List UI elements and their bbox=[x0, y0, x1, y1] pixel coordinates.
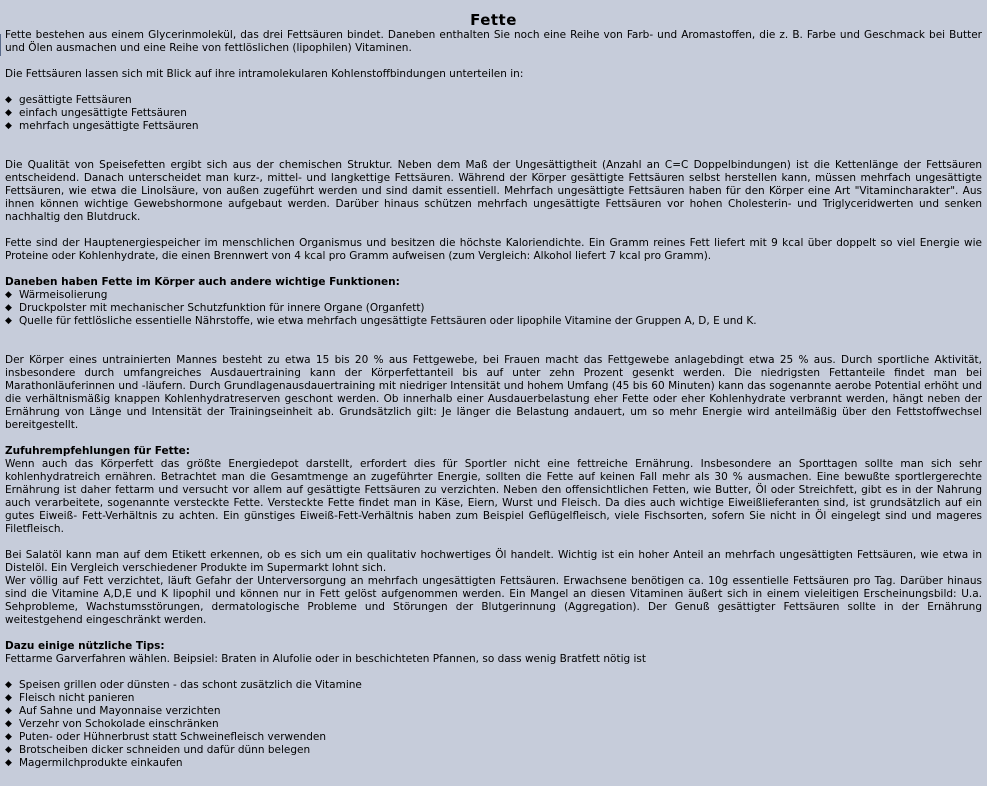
deficiency-paragraph: Wer völlig auf Fett verzichtet, läuft Gefahr der Unterversorgung an mehrfach ungesättigten Fettsäuren. Erwachsene benötigen ca. 10g essentielle Fettsäuren pro Tag. Darüber hinaus sind die Vitamine A,D,E und K lipophil und können nur in Fett gelöst aufgenommen werden. Ein Mangel an diesen Vitaminen äußert sich in einem vieleitigen Erscheinungsbild: U.a. Sehprobleme, Wachstumsstörungen, dermatologische Probleme und Störungen der Blutgerinnung (Aggregation). Der Genuß gesättigter Fettsäuren sollte in der Ernährung weitestgehend eingeschränkt werden. bbox=[5, 575, 982, 626]
list-item: ◆ Verzehr von Schokolade einschränken bbox=[5, 718, 982, 731]
list-item: ◆ einfach ungesättigte Fettsäuren bbox=[5, 107, 982, 120]
tips-heading: Dazu einige nützliche Tips: bbox=[5, 640, 165, 652]
tips-list bbox=[5, 679, 982, 770]
list-item: ◆ gesättigte Fettsäuren bbox=[5, 94, 982, 107]
fatty-acid-list bbox=[5, 94, 982, 133]
list-item: ◆ Wärmeisolierung bbox=[5, 289, 982, 302]
list-item: ◆ Speisen grillen oder dünsten - das schont zusätzlich die Vitamine bbox=[5, 679, 982, 692]
functions-heading: Daneben haben Fette im Körper auch andere wichtige Funktionen: bbox=[5, 276, 400, 288]
intro-paragraph: Die Fettsäuren lassen sich mit Blick auf ihre intramolekularen Kohlenstoffbindungen unterteilen in: bbox=[5, 68, 524, 80]
list-item: ◆ Fleisch nicht panieren bbox=[5, 692, 982, 705]
intro-paragraph: Fette bestehen aus einem Glycerinmolekül, das drei Fettsäuren bindet. Daneben enthalten Sie noch eine Reihe von Farb- und Aromastoffen, die z. B. Farbe und Geschmack bei Butter und Ölen ausmachen und eine Reihe von fettlöslichen (lipophilen) Vitaminen. bbox=[5, 29, 982, 54]
list-item: ◆ mehrfach ungesättigte Fettsäuren bbox=[5, 120, 982, 133]
recommendations-paragraph: Wenn auch das Körperfett das größte Energiedepot darstellt, erfordert dies für Sportler nicht eine fettreiche Ernährung. Insbesondere an Sporttagen sollte man sich sehr kohlenhydratreich ernähren. Betrachtet man die Gesamtmenge an zugeführter Energie, sollten die Fette auf keinen Fall mehr als 30 % ausmachen. Eine bewußte sportlergerechte Ernährung ist daher fettarm und versucht vor allem auf gesättigte Fettsäuren zu verzichten. Neben den offensichtlichen Fetten, wie Butter, Öl oder Streichfett, gibt es in der Nahrung auch verarbeitete, sogenannte versteckte Fette. Versteckte Fette findet man in Käse, Eiern, Wurst und Fleisch. Da dies auch wichtige Eiweißlieferanten sind, ist grundsätzlich auf ein gutes Eiweiß- Fett-Verhältnis zu achten. Ein günstiges Eiweiß-Fett-Verhältnis haben zum Beispiel Geflügelfleisch, viele Fischsorten, sofern Sie nicht in Öl eingelegt sind und mageres Filetfleisch. bbox=[5, 458, 982, 535]
body-fat-paragraph: Der Körper eines untrainierten Mannes besteht zu etwa 15 bis 20 % aus Fettgewebe, bei Frauen macht das Fettgewebe anlagebdingt etwa 25 % aus. Durch sportliche Aktivität, insbesondere durch umfangreiches Ausdauertraining kann der Körperfettanteil bis auf unter zehn Prozent gesenkt werden. Die niedrigsten Fettanteile findet man bei Marathonläuferinnen und -läufern. Durch Grundlagenausdauertraining mit niedriger Intensität und hohem Umfang (45 bis 60 Minuten) kann das sogenannte aerobe Potential erhöht und die verhältnismäßig knappen Kohlenhydratreserven geschont werden. Ob innerhalb einer Ausdauerbelastung eher Fette oder eher Kohlenhydrate verbrannt werden, hängt neben der Ernährung von Länge und Intensität der Trainingseinheit ab. Grundsätzlich gilt: Je länger die Belastung andauert, um so mehr Energie wird anteilmäßig über den Fettstoffwechsel bereitgestellt. bbox=[5, 354, 982, 431]
functions-list bbox=[5, 289, 982, 328]
list-item: ◆ Auf Sahne und Mayonnaise verzichten bbox=[5, 705, 982, 718]
tips-intro: Fettarme Garverfahren wählen. Beipsiel: Braten in Alufolie oder in beschichteten Pfannen, so dass wenig Bratfett nötig ist bbox=[5, 653, 647, 665]
list-item: ◆ Druckpolster mit mechanischer Schutzfunktion für innere Organe (Organfett) bbox=[5, 302, 982, 315]
list-item: ◆ Quelle für fettlösliche essentielle Nährstoffe, wie etwa mehrfach ungesättigte Fettsäuren oder lipophile Vitamine der Gruppen A, D, E und K. bbox=[5, 315, 982, 328]
left-edge-line bbox=[0, 34, 1, 56]
list-item: ◆ Brotscheiben dicker schneiden und dafür dünn belegen bbox=[5, 744, 982, 757]
recommendations-heading: Zufuhrempfehlungen für Fette: bbox=[5, 445, 190, 457]
list-item: ◆ Magermilchprodukte einkaufen bbox=[5, 757, 982, 770]
salad-oil-paragraph: Bei Salatöl kann man auf dem Etikett erkennen, ob es sich um ein qualitativ hochwertiges Öl handelt. Wichtig ist ein hoher Anteil an mehrfach ungesättigten Fettsäuren, wie etwa in Distelöl. Ein Vergleich verschiedener Produkte im Supermarkt lohnt sich. bbox=[5, 549, 982, 574]
energy-paragraph: Fette sind der Hauptenergiespeicher im menschlichen Organismus und besitzen die höchste Kaloriendichte. Ein Gramm reines Fett liefert mit 9 kcal über doppelt so viel Energie wie Proteine oder Kohlenhydrate, die einen Brennwert von 4 kcal pro Gramm aufweisen (zum Vergleich: Alkohol liefert 7 kcal pro Gramm). bbox=[5, 237, 982, 262]
list-item: ◆ Puten- oder Hühnerbrust statt Schweinefleisch verwenden bbox=[5, 731, 982, 744]
page-title: Fette bbox=[470, 11, 517, 29]
quality-paragraph: Die Qualität von Speisefetten ergibt sich aus der chemischen Struktur. Neben dem Maß der Ungesättigtheit (Anzahl an C=C Doppelbindungen) ist die Kettenlänge der Fettsäuren entscheidend. Danach unterscheidet man kurz-, mittel- und langkettige Fettsäuren. Während der Körper gesättigte Fettsäuren selbst herstellen kann, müssen mehrfach ungesättigte Fettsäuren, wie etwa die Linolsäure, von außen zugeführt werden und sind damit essentiell. Mehrfach ungesättigte Fettsäuren haben für den Körper eine Art "Vitamincharakter". Aus ihnen können wichtige Gewebshormone aufgebaut werden. Darüber hinaus schützen mehrfach ungesättigte Fettsäuren vor hohen Cholesterin- und Triglyceridwerten und senken nachhaltig den Blutdruck. bbox=[5, 159, 982, 223]
